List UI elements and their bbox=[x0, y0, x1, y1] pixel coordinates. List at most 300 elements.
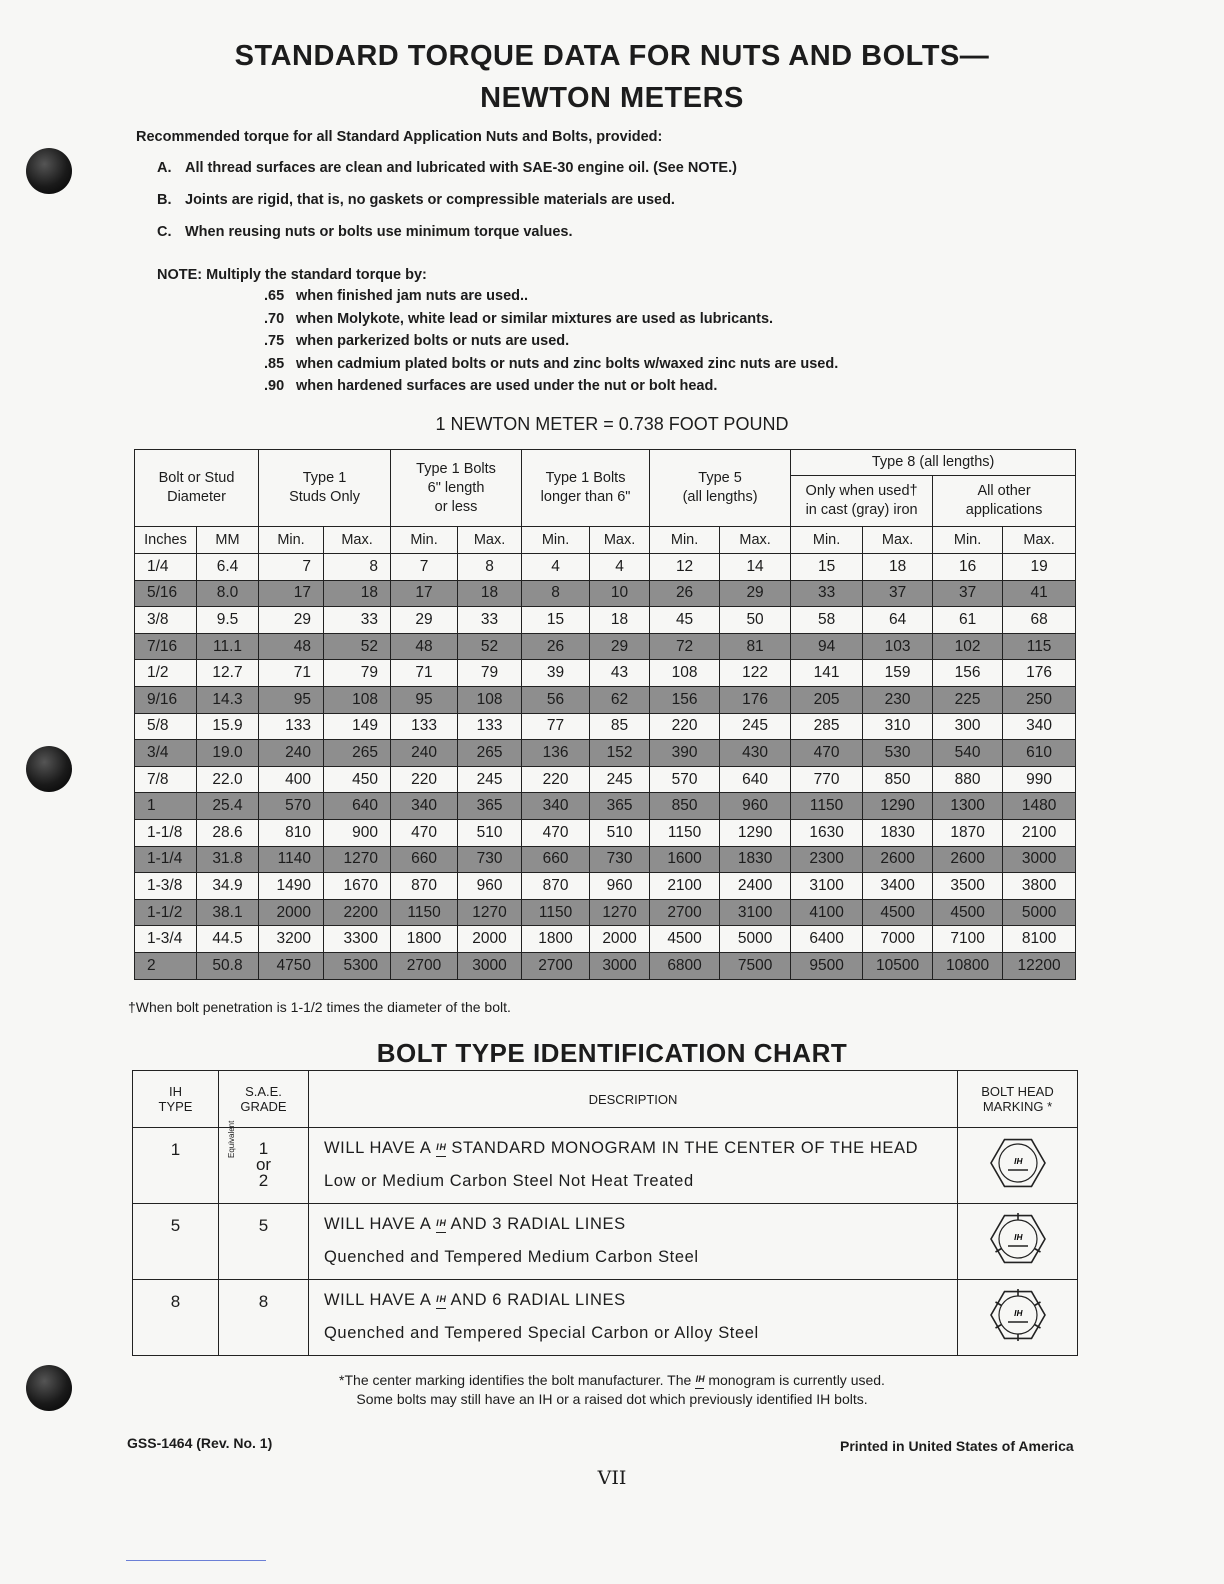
table-row bbox=[135, 926, 1076, 953]
torque-value: 1480 bbox=[1003, 793, 1076, 820]
torque-value: 52 bbox=[458, 633, 522, 660]
condition-key: A. bbox=[157, 160, 172, 176]
grade-or: or bbox=[255, 1155, 272, 1174]
torque-value: 10 bbox=[590, 580, 650, 607]
torque-value: 45 bbox=[650, 607, 720, 634]
torque-value: 5000 bbox=[720, 926, 791, 953]
torque-value: 1870 bbox=[933, 819, 1003, 846]
header-min: Min. bbox=[391, 527, 458, 554]
torque-value: 95 bbox=[391, 686, 458, 713]
torque-value: 152 bbox=[590, 740, 650, 767]
diameter-mm: 25.4 bbox=[197, 793, 259, 820]
torque-value: 115 bbox=[1003, 633, 1076, 660]
header-text: All other bbox=[977, 483, 1031, 499]
torque-value: 79 bbox=[458, 660, 522, 687]
torque-value: 7000 bbox=[863, 926, 933, 953]
header-min: Min. bbox=[259, 527, 324, 554]
torque-value: 1150 bbox=[391, 899, 458, 926]
torque-value: 470 bbox=[791, 740, 863, 767]
table-row bbox=[135, 686, 1076, 713]
torque-value: 52 bbox=[324, 633, 391, 660]
torque-value: 37 bbox=[933, 580, 1003, 607]
binder-hole-middle bbox=[26, 746, 72, 792]
torque-value: 900 bbox=[324, 819, 391, 846]
diameter-mm: 19.0 bbox=[197, 740, 259, 767]
header-text: TYPE bbox=[158, 1099, 193, 1114]
torque-value: 3400 bbox=[863, 873, 933, 900]
table-row bbox=[135, 554, 1076, 581]
torque-value: 149 bbox=[324, 713, 391, 740]
header-marking bbox=[958, 1071, 1078, 1128]
header-text: Only when used† bbox=[805, 483, 918, 499]
header-min: Min. bbox=[650, 527, 720, 554]
ih-type: 5 bbox=[133, 1204, 219, 1280]
torque-value: 3100 bbox=[720, 899, 791, 926]
torque-value: 225 bbox=[933, 686, 1003, 713]
diameter-mm: 34.9 bbox=[197, 873, 259, 900]
torque-value: 3500 bbox=[933, 873, 1003, 900]
ih-monogram: ᴵᴴ bbox=[435, 1217, 447, 1232]
note-heading: NOTE: Multiply the standard torque by: bbox=[157, 267, 427, 283]
torque-value: 29 bbox=[391, 607, 458, 634]
header-text: Type 1 bbox=[302, 470, 347, 486]
torque-value: 470 bbox=[522, 819, 590, 846]
torque-value: 3300 bbox=[324, 926, 391, 953]
header-type8-cast-iron bbox=[791, 476, 933, 527]
torque-value: 660 bbox=[391, 846, 458, 873]
torque-value: 510 bbox=[590, 819, 650, 846]
header-diameter bbox=[135, 450, 259, 527]
torque-value: 870 bbox=[522, 873, 590, 900]
torque-value: 7 bbox=[259, 554, 324, 581]
bolt-head-marking bbox=[958, 1204, 1078, 1280]
torque-value: 15 bbox=[791, 554, 863, 581]
torque-value: 240 bbox=[259, 740, 324, 767]
table-row bbox=[135, 660, 1076, 687]
torque-value: 122 bbox=[720, 660, 791, 687]
torque-value: 510 bbox=[458, 819, 522, 846]
torque-value: 68 bbox=[1003, 607, 1076, 634]
torque-value: 365 bbox=[458, 793, 522, 820]
header-max: Max. bbox=[863, 527, 933, 554]
description-sub: Quenched and Tempered Special Carbon or Alloy Steel bbox=[324, 1324, 759, 1342]
header-description: DESCRIPTION bbox=[309, 1071, 958, 1128]
condition-text: Joints are rigid, that is, no gaskets or compressible materials are used. bbox=[185, 192, 675, 208]
sae-grade bbox=[219, 1120, 309, 1204]
torque-value: 1830 bbox=[863, 819, 933, 846]
table-row bbox=[135, 580, 1076, 607]
header-mm: MM bbox=[197, 527, 259, 554]
torque-value: 660 bbox=[522, 846, 590, 873]
torque-value: 56 bbox=[522, 686, 590, 713]
diameter-inches: 1/2 bbox=[135, 660, 197, 687]
torque-value: 960 bbox=[720, 793, 791, 820]
torque-value: 72 bbox=[650, 633, 720, 660]
torque-value: 8 bbox=[324, 554, 391, 581]
multiplier-value: .75 bbox=[264, 333, 285, 349]
torque-value: 71 bbox=[259, 660, 324, 687]
torque-value: 300 bbox=[933, 713, 1003, 740]
torque-value: 141 bbox=[791, 660, 863, 687]
dagger-footnote: †When bolt penetration is 1-1/2 times the diameter of the bolt. bbox=[128, 999, 511, 1015]
header-type1-long-bolts bbox=[522, 450, 650, 527]
torque-value: 770 bbox=[791, 766, 863, 793]
multiplier-text: when cadmium plated bolts or nuts and zinc bolts w/waxed zinc nuts are used. bbox=[296, 356, 839, 372]
diameter-mm: 44.5 bbox=[197, 926, 259, 953]
diameter-mm: 22.0 bbox=[197, 766, 259, 793]
torque-value: 570 bbox=[259, 793, 324, 820]
condition-key: B. bbox=[157, 192, 172, 208]
condition-a bbox=[157, 160, 737, 176]
torque-value: 95 bbox=[259, 686, 324, 713]
torque-value: 1490 bbox=[259, 873, 324, 900]
torque-value: 79 bbox=[324, 660, 391, 687]
description-sub: Quenched and Tempered Medium Carbon Steel bbox=[324, 1248, 699, 1266]
torque-value: 1270 bbox=[590, 899, 650, 926]
ih-type: 1 bbox=[133, 1128, 219, 1204]
multiplier-text: when parkerized bolts or nuts are used. bbox=[296, 333, 570, 349]
header-inches: Inches bbox=[135, 527, 197, 554]
torque-value: 10500 bbox=[863, 952, 933, 979]
torque-value: 17 bbox=[391, 580, 458, 607]
header-min: Min. bbox=[522, 527, 590, 554]
bolt-identification-table bbox=[132, 1070, 1078, 1356]
torque-value: 58 bbox=[791, 607, 863, 634]
description-main bbox=[310, 1287, 956, 1310]
sae-grade: 5 bbox=[219, 1204, 309, 1280]
diameter-mm: 14.3 bbox=[197, 686, 259, 713]
torque-value: 1830 bbox=[720, 846, 791, 873]
header-max: Max. bbox=[458, 527, 522, 554]
torque-value: 48 bbox=[391, 633, 458, 660]
header-text: Bolt or Stud bbox=[158, 470, 235, 486]
torque-value: 14 bbox=[720, 554, 791, 581]
condition-text: All thread surfaces are clean and lubricated with SAE-30 engine oil. (See NOTE.) bbox=[185, 160, 737, 176]
torque-value: 1140 bbox=[259, 846, 324, 873]
description bbox=[309, 1280, 958, 1356]
torque-value: 365 bbox=[590, 793, 650, 820]
torque-value: 2400 bbox=[720, 873, 791, 900]
multiplier-text: when hardened surfaces are used under the nut or bolt head. bbox=[296, 378, 718, 394]
torque-value: 43 bbox=[590, 660, 650, 687]
torque-value: 2000 bbox=[259, 899, 324, 926]
header-type8: Type 8 (all lengths) bbox=[791, 450, 1076, 476]
torque-value: 33 bbox=[458, 607, 522, 634]
torque-value: 960 bbox=[590, 873, 650, 900]
table-row bbox=[135, 793, 1076, 820]
torque-value: 48 bbox=[259, 633, 324, 660]
conversion-factor: 1 NEWTON METER = 0.738 FOOT POUND bbox=[435, 414, 789, 434]
torque-value: 810 bbox=[259, 819, 324, 846]
diameter-inches: 1 bbox=[135, 793, 197, 820]
torque-value: 1800 bbox=[391, 926, 458, 953]
torque-value: 61 bbox=[933, 607, 1003, 634]
torque-value: 103 bbox=[863, 633, 933, 660]
torque-value: 29 bbox=[720, 580, 791, 607]
header-text: Type 5 bbox=[698, 470, 742, 486]
torque-value: 1300 bbox=[933, 793, 1003, 820]
diameter-inches: 3/4 bbox=[135, 740, 197, 767]
torque-value: 2100 bbox=[1003, 819, 1076, 846]
torque-value: 2300 bbox=[791, 846, 863, 873]
torque-value: 17 bbox=[259, 580, 324, 607]
diameter-mm: 28.6 bbox=[197, 819, 259, 846]
torque-value: 33 bbox=[791, 580, 863, 607]
condition-key: C. bbox=[157, 224, 172, 240]
torque-value: 8100 bbox=[1003, 926, 1076, 953]
torque-value: 2700 bbox=[391, 952, 458, 979]
torque-value: 1630 bbox=[791, 819, 863, 846]
torque-value: 108 bbox=[650, 660, 720, 687]
diameter-inches: 5/8 bbox=[135, 713, 197, 740]
diameter-inches: 1-1/2 bbox=[135, 899, 197, 926]
description-main bbox=[310, 1135, 956, 1158]
header-text: Type 1 Bolts bbox=[545, 470, 626, 486]
diameter-inches: 1-1/4 bbox=[135, 846, 197, 873]
torque-value: 850 bbox=[863, 766, 933, 793]
torque-value: 19 bbox=[1003, 554, 1076, 581]
binder-hole-top bbox=[26, 148, 72, 194]
multiplier-row bbox=[264, 356, 838, 372]
torque-value: 285 bbox=[791, 713, 863, 740]
torque-value: 4750 bbox=[259, 952, 324, 979]
torque-value: 133 bbox=[458, 713, 522, 740]
ih-monogram: ᴵᴴ bbox=[1013, 1308, 1022, 1322]
torque-value: 730 bbox=[458, 846, 522, 873]
torque-value: 33 bbox=[324, 607, 391, 634]
torque-value: 2000 bbox=[458, 926, 522, 953]
torque-value: 81 bbox=[720, 633, 791, 660]
torque-value: 4500 bbox=[650, 926, 720, 953]
ih-type: 8 bbox=[133, 1280, 219, 1356]
diameter-inches: 1-3/4 bbox=[135, 926, 197, 953]
header-text: MARKING * bbox=[982, 1099, 1053, 1114]
header-type1-short-bolts bbox=[391, 450, 522, 527]
torque-value: 156 bbox=[933, 660, 1003, 687]
torque-value: 340 bbox=[391, 793, 458, 820]
multiplier-row bbox=[264, 378, 717, 394]
torque-value: 245 bbox=[458, 766, 522, 793]
header-text: Type 1 Bolts bbox=[416, 460, 496, 477]
torque-value: 430 bbox=[720, 740, 791, 767]
torque-value: 133 bbox=[259, 713, 324, 740]
torque-value: 102 bbox=[933, 633, 1003, 660]
torque-value: 9500 bbox=[791, 952, 863, 979]
torque-value: 570 bbox=[650, 766, 720, 793]
torque-value: 960 bbox=[458, 873, 522, 900]
header-text: 6" length bbox=[427, 479, 485, 496]
condition-b bbox=[157, 192, 675, 208]
torque-value: 159 bbox=[863, 660, 933, 687]
ih-monogram: ᴵᴴ bbox=[435, 1293, 447, 1308]
torque-value: 12 bbox=[650, 554, 720, 581]
bolt-head-plain-icon bbox=[986, 1135, 1050, 1191]
torque-value: 2200 bbox=[324, 899, 391, 926]
description bbox=[309, 1128, 958, 1204]
torque-value: 3800 bbox=[1003, 873, 1076, 900]
torque-value: 156 bbox=[650, 686, 720, 713]
torque-value: 220 bbox=[391, 766, 458, 793]
multiplier-value: .70 bbox=[264, 311, 285, 327]
diameter-inches: 9/16 bbox=[135, 686, 197, 713]
header-ih-type bbox=[133, 1071, 219, 1128]
header-max: Max. bbox=[1003, 527, 1076, 554]
torque-value: 18 bbox=[324, 580, 391, 607]
grade-value: 1 bbox=[258, 1139, 269, 1158]
torque-value: 62 bbox=[590, 686, 650, 713]
torque-value: 133 bbox=[391, 713, 458, 740]
header-max: Max. bbox=[590, 527, 650, 554]
multiplier-row bbox=[264, 288, 528, 304]
description-sub: Low or Medium Carbon Steel Not Heat Treated bbox=[324, 1172, 694, 1190]
diameter-inches: 1-1/8 bbox=[135, 819, 197, 846]
torque-value: 7100 bbox=[933, 926, 1003, 953]
torque-value: 1270 bbox=[324, 846, 391, 873]
multiplier-row bbox=[264, 333, 569, 349]
diameter-inches: 5/16 bbox=[135, 580, 197, 607]
footnote-text: monogram is currently used. bbox=[708, 1372, 885, 1388]
torque-value: 7500 bbox=[720, 952, 791, 979]
torque-value: 310 bbox=[863, 713, 933, 740]
torque-value: 176 bbox=[1003, 660, 1076, 687]
bolt-chart-title: BOLT TYPE IDENTIFICATION CHART bbox=[376, 1038, 848, 1068]
torque-value: 240 bbox=[391, 740, 458, 767]
sae-grade: 8 bbox=[219, 1280, 309, 1356]
table-row bbox=[135, 713, 1076, 740]
torque-value: 1290 bbox=[720, 819, 791, 846]
table-row bbox=[135, 766, 1076, 793]
torque-value: 540 bbox=[933, 740, 1003, 767]
desc-prefix: WILL HAVE A bbox=[324, 1139, 431, 1157]
torque-value: 850 bbox=[650, 793, 720, 820]
diameter-inches: 7/8 bbox=[135, 766, 197, 793]
torque-value: 870 bbox=[391, 873, 458, 900]
bolt-head-marking bbox=[958, 1128, 1078, 1204]
ih-monogram: ᴵᴴ bbox=[695, 1373, 705, 1388]
header-text: Studs Only bbox=[289, 489, 360, 505]
torque-value: 108 bbox=[324, 686, 391, 713]
torque-value: 2700 bbox=[650, 899, 720, 926]
torque-value: 400 bbox=[259, 766, 324, 793]
multiplier-value: .85 bbox=[264, 356, 285, 372]
torque-value: 26 bbox=[522, 633, 590, 660]
multiplier-text: when finished jam nuts are used.. bbox=[296, 288, 529, 304]
multiplier-row bbox=[264, 311, 773, 327]
torque-value: 29 bbox=[590, 633, 650, 660]
torque-value: 1270 bbox=[458, 899, 522, 926]
torque-value: 77 bbox=[522, 713, 590, 740]
diameter-mm: 8.0 bbox=[197, 580, 259, 607]
diameter-inches: 1/4 bbox=[135, 554, 197, 581]
torque-value: 340 bbox=[522, 793, 590, 820]
desc-prefix: WILL HAVE A bbox=[324, 1215, 431, 1233]
header-text: IH bbox=[169, 1084, 182, 1099]
bolt-row-type8 bbox=[133, 1280, 1078, 1356]
diameter-mm: 31.8 bbox=[197, 846, 259, 873]
torque-value: 37 bbox=[863, 580, 933, 607]
diameter-mm: 11.1 bbox=[197, 633, 259, 660]
desc-main: STANDARD MONOGRAM IN THE CENTER OF THE HEAD bbox=[451, 1139, 919, 1157]
torque-value: 880 bbox=[933, 766, 1003, 793]
link-underline bbox=[126, 1560, 266, 1561]
torque-value: 176 bbox=[720, 686, 791, 713]
bolt-head-3-lines-icon bbox=[986, 1211, 1050, 1267]
torque-value: 108 bbox=[458, 686, 522, 713]
torque-value: 12200 bbox=[1003, 952, 1076, 979]
torque-value: 2100 bbox=[650, 873, 720, 900]
diameter-inches: 2 bbox=[135, 952, 197, 979]
torque-table-body bbox=[135, 554, 1076, 980]
torque-value: 610 bbox=[1003, 740, 1076, 767]
torque-value: 6800 bbox=[650, 952, 720, 979]
diameter-mm: 6.4 bbox=[197, 554, 259, 581]
desc-main: AND 3 RADIAL LINES bbox=[450, 1215, 626, 1233]
diameter-inches: 3/8 bbox=[135, 607, 197, 634]
condition-text: When reusing nuts or bolts use minimum torque values. bbox=[185, 224, 573, 240]
torque-value: 230 bbox=[863, 686, 933, 713]
torque-value: 39 bbox=[522, 660, 590, 687]
table-row bbox=[135, 952, 1076, 979]
torque-value: 8 bbox=[522, 580, 590, 607]
torque-value: 2600 bbox=[863, 846, 933, 873]
ih-monogram: ᴵᴴ bbox=[1013, 1232, 1022, 1246]
torque-value: 3000 bbox=[458, 952, 522, 979]
multiplier-value: .90 bbox=[264, 378, 285, 394]
description-main bbox=[310, 1211, 956, 1234]
torque-value: 64 bbox=[863, 607, 933, 634]
torque-value: 1800 bbox=[522, 926, 590, 953]
torque-value: 4500 bbox=[863, 899, 933, 926]
torque-value: 50 bbox=[720, 607, 791, 634]
torque-value: 4 bbox=[522, 554, 590, 581]
torque-value: 3000 bbox=[590, 952, 650, 979]
torque-value: 1150 bbox=[650, 819, 720, 846]
torque-value: 265 bbox=[458, 740, 522, 767]
header-text: Diameter bbox=[167, 489, 226, 505]
torque-value: 29 bbox=[259, 607, 324, 634]
multiplier-value: .65 bbox=[264, 288, 285, 304]
page-number: VII bbox=[597, 1467, 627, 1489]
document-id: GSS-1464 (Rev. No. 1) bbox=[127, 1435, 273, 1451]
page-title-line2: NEWTON METERS bbox=[480, 82, 744, 114]
torque-value: 3200 bbox=[259, 926, 324, 953]
torque-value: 16 bbox=[933, 554, 1003, 581]
torque-value: 26 bbox=[650, 580, 720, 607]
torque-value: 3100 bbox=[791, 873, 863, 900]
header-max: Max. bbox=[324, 527, 391, 554]
header-text: GRADE bbox=[240, 1099, 287, 1114]
torque-value: 220 bbox=[650, 713, 720, 740]
torque-value: 8 bbox=[458, 554, 522, 581]
condition-c bbox=[157, 224, 573, 240]
bolt-head-marking bbox=[958, 1280, 1078, 1356]
torque-value: 3000 bbox=[1003, 846, 1076, 873]
desc-main: AND 6 RADIAL LINES bbox=[450, 1291, 626, 1309]
torque-value: 10800 bbox=[933, 952, 1003, 979]
torque-value: 245 bbox=[590, 766, 650, 793]
header-max: Max. bbox=[720, 527, 791, 554]
torque-value: 530 bbox=[863, 740, 933, 767]
header-text: applications bbox=[965, 502, 1043, 518]
table-row bbox=[135, 846, 1076, 873]
torque-value: 2600 bbox=[933, 846, 1003, 873]
ih-monogram: ᴵᴴ bbox=[1013, 1156, 1022, 1170]
header-text: S.A.E. bbox=[245, 1084, 282, 1099]
torque-value: 2700 bbox=[522, 952, 590, 979]
torque-value: 2000 bbox=[590, 926, 650, 953]
header-min: Min. bbox=[791, 527, 863, 554]
intro-text: Recommended torque for all Standard Application Nuts and Bolts, provided: bbox=[136, 129, 663, 145]
